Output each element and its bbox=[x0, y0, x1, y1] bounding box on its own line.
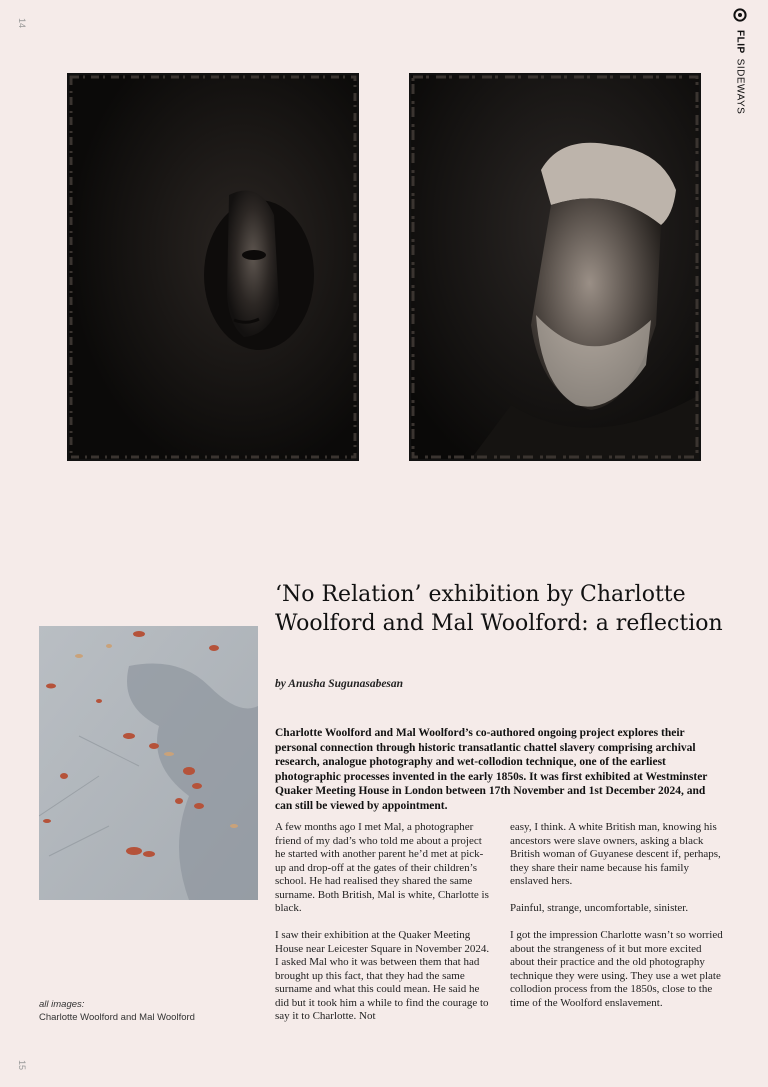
body-paragraph: Painful, strange, uncomfortable, sinister. bbox=[510, 902, 689, 914]
portrait-woman-image bbox=[69, 75, 357, 459]
brand-label bbox=[735, 30, 746, 114]
brand-name: FLIP bbox=[734, 30, 746, 54]
caption-credit: Charlotte Woolford and Mal Woolford bbox=[39, 1012, 195, 1023]
body-paragraph: I got the impression Charlotte wasn’t so worried about the strangeness of it but more excited about their practice and the old photography technique they were using. They use a wet plate collodion process from the 1850s, close to the time of the Woolford enslavement. bbox=[510, 929, 723, 1009]
article-lede: Charlotte Woolford and Mal Woolford’s co-authored ongoing project explores their personal connection through historic transatlantic chattel slavery comprising archival research, analogue photography and wet-collodion technique, one of the earliest photographic processes invented in the early 1850s. It was first exhibited at Westminster Quaker Meeting House in London between 17th November and 1st December 2024, and can still be viewed by appointment. bbox=[275, 727, 708, 812]
caption-label: all images: bbox=[39, 999, 85, 1010]
body-paragraph: I saw their exhibition at the Quaker Meeting House near Leicester Square in November 2024. I asked Mal who it was between them that had brought up this fact, that they had the same surname and what this could mean. He said he did but it took him a while to find the courage to say it to Charlotte. Not bbox=[275, 929, 490, 1022]
image-caption bbox=[39, 998, 195, 1024]
petals-on-pavement-image bbox=[39, 626, 258, 900]
eye-icon bbox=[733, 8, 747, 22]
section-name: SIDEWAYS bbox=[734, 58, 746, 115]
page-number-bottom: 15 bbox=[17, 1060, 27, 1071]
article-title: ‘No Relation’ exhibition by Charlotte Woolford and Mal Woolford: a reflection bbox=[275, 582, 723, 636]
body-column-1 bbox=[275, 821, 491, 1037]
brand-mark[interactable] bbox=[732, 8, 748, 114]
article-byline: by Anusha Sugunasabesan bbox=[275, 678, 404, 690]
body-paragraph: A few months ago I met Mal, a photographer friend of my dad’s who told me about a project he started with another parent he’d met at pick-up and drop-off at the gates of their children’s school. He had realised they shared the same surname. Both British, Mal is white, Charlotte is black. bbox=[275, 821, 489, 914]
body-paragraph: easy, I think. A white British man, knowing his ancestors were slave owners, asking a black British woman of Guyanese descent if, perhaps, they share their name because his family enslaved hers. bbox=[510, 821, 721, 887]
page-number-top: 14 bbox=[17, 18, 27, 29]
portrait-man-image bbox=[411, 75, 699, 459]
body-column-2 bbox=[510, 821, 726, 1024]
